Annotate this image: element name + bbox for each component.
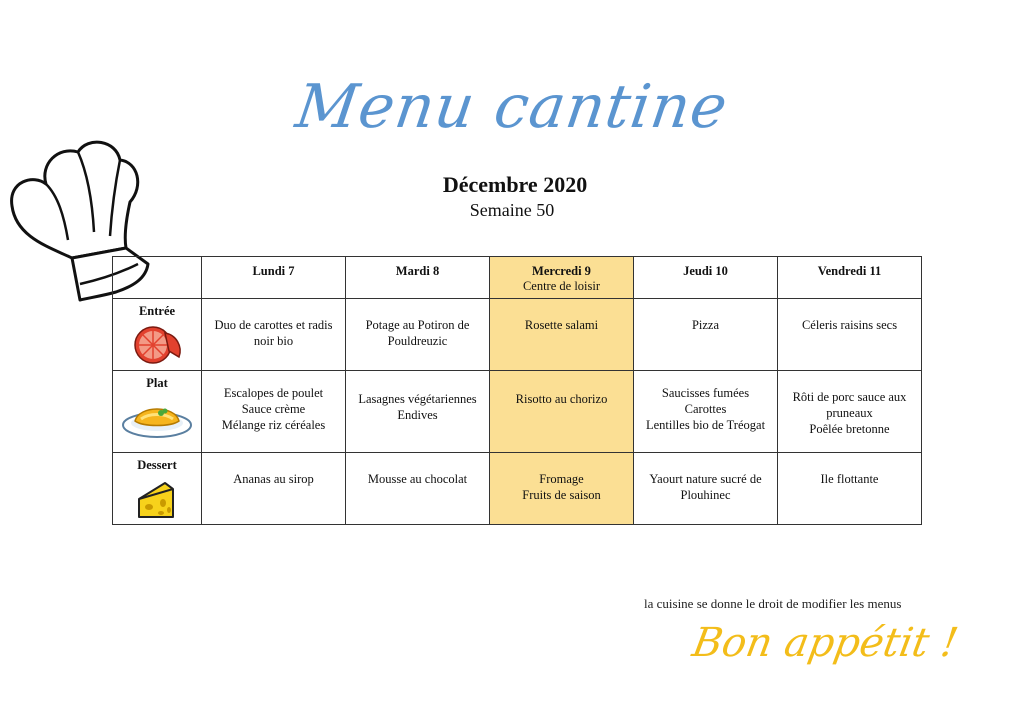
day-header-lundi: Lundi 7: [202, 257, 346, 299]
header-row: [113, 257, 922, 299]
menu-cell: Potage au Potiron de Pouldreuzic: [346, 299, 490, 371]
menu-change-notice: la cuisine se donne le droit de modifier les menus: [644, 596, 902, 611]
page-title: Menu cantine: [291, 72, 733, 142]
menu-cell: Rôti de porc sauce aux pruneaux Poêlée bretonne: [778, 371, 922, 453]
row-label-cell: [113, 453, 202, 525]
day-note: Centre de loisir: [522, 279, 601, 293]
day-header-mercredi: Mercredi 9 Centre de loisir: [490, 257, 634, 299]
menu-cell: Yaourt nature sucré de Plouhinec: [634, 453, 778, 525]
day-header-jeudi: Jeudi 10: [634, 257, 778, 299]
cheese-wedge-icon: [135, 477, 179, 521]
menu-cell: Rosette salami: [490, 299, 634, 371]
day-header-mardi: Mardi 8: [346, 257, 490, 299]
row-dessert: [113, 453, 922, 525]
row-plat: [113, 371, 922, 453]
menu-cell: Fromage Fruits de saison: [490, 453, 634, 525]
corner-cell: [113, 257, 202, 299]
row-label-cell: [113, 371, 202, 453]
menu-cell: Duo de carottes et radis noir bio: [202, 299, 346, 371]
row-label: Entrée: [138, 304, 176, 318]
menu-cell: Lasagnes végétariennes Endives: [346, 371, 490, 453]
omelette-plate-icon: [121, 395, 193, 439]
week-label: Semaine 50: [469, 200, 555, 220]
row-label-cell: [113, 299, 202, 371]
row-label: Plat: [146, 376, 168, 390]
menu-cell: Ile flottante: [778, 453, 922, 525]
row-label: Dessert: [137, 458, 177, 472]
grapefruit-icon: [131, 323, 183, 365]
month-heading: Décembre 2020: [442, 172, 588, 197]
signoff-text: Bon appétit !: [688, 620, 962, 666]
menu-cell: Escalopes de poulet Sauce crème Mélange riz céréales: [202, 371, 346, 453]
menu-cell: Ananas au sirop: [202, 453, 346, 525]
menu-cell: Pizza: [634, 299, 778, 371]
menu-cell: Risotto au chorizo: [490, 371, 634, 453]
menu-cell: Céleris raisins secs: [778, 299, 922, 371]
menu-cell: Mousse au chocolat: [346, 453, 490, 525]
menu-cell: Saucisses fumées Carottes Lentilles bio de Tréogat: [634, 371, 778, 453]
day-header-vendredi: Vendredi 11: [778, 257, 922, 299]
row-entree: [113, 299, 922, 371]
menu-table: [112, 256, 922, 525]
